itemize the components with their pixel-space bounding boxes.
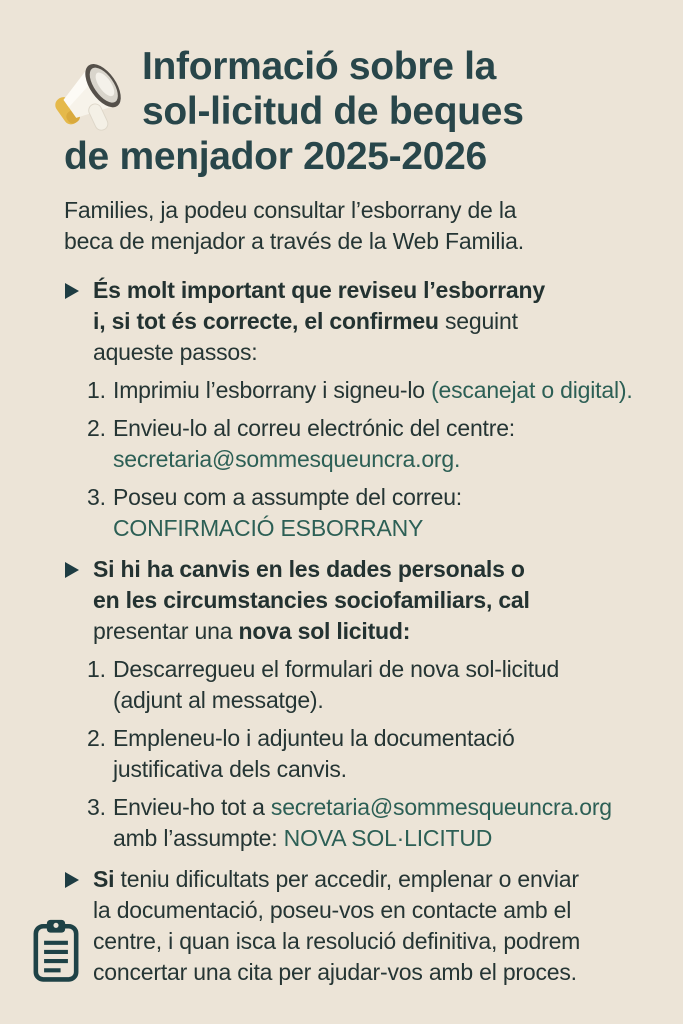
title-line-1: Informació sobre la: [142, 45, 497, 88]
section-help-lead: [93, 864, 580, 988]
title-line-3: de menjador 2025-2026: [64, 135, 487, 178]
text-line: [113, 792, 612, 823]
text-line: [93, 337, 545, 368]
text-line: [93, 616, 530, 647]
step-number: 1.: [87, 377, 106, 403]
text-line: (adjunt al messatge).: [113, 687, 324, 713]
lead-bold: nova sol licitud:: [238, 618, 411, 644]
list-item: [87, 654, 653, 716]
subject-keyword: CONFIRMACIÓ ESBORRANY: [113, 515, 424, 541]
triangle-bullet-icon: [65, 562, 79, 578]
clipboard-icon: [32, 918, 80, 984]
text-line: [113, 375, 633, 406]
page-title: [64, 44, 653, 179]
step-text: [113, 723, 515, 785]
step-accent: (escanejat o digital).: [431, 377, 633, 403]
changes-steps-list: [87, 654, 653, 854]
text-line: [93, 585, 530, 616]
text-line: Poseu com a assumpte del correu:: [113, 484, 462, 510]
step-regular: Imprimiu l’esborrany i signeu-lo: [113, 377, 432, 403]
intro-line-1: Families, ja podeu consultar l’esborrany de la: [64, 197, 517, 223]
megaphone-icon: [48, 44, 140, 140]
email-address: secretaria@sommesqueuncra.org: [270, 794, 612, 820]
text-line: Descarregueu el formulari de nova sol-licitud: [113, 656, 560, 682]
triangle-bullet-icon: [65, 283, 79, 299]
triangle-bullet-icon: [65, 872, 79, 888]
step-text: [113, 654, 559, 716]
text-line: [113, 823, 612, 854]
section-changes: [64, 554, 653, 647]
step-regular: Envieu-ho tot a: [113, 794, 271, 820]
list-item: [87, 375, 653, 406]
step-text: [113, 792, 612, 854]
step-regular: amb l’assumpte:: [113, 825, 284, 851]
text-line: [93, 554, 530, 585]
text-line: [93, 275, 545, 306]
lead-bold: i, si tot és correcte, el confirmeu: [93, 308, 439, 334]
lead-bold: en les circumstancies sociofamiliars, cal: [93, 587, 530, 613]
step-number: 2.: [87, 415, 106, 441]
text-line: concertar una cita per ajudar-vos amb el proces.: [93, 959, 577, 985]
lead-bold: És molt important que reviseu l’esborrany: [93, 277, 545, 303]
email-address: secretaria@sommesqueuncra.org.: [113, 446, 461, 472]
step-number: 2.: [87, 725, 106, 751]
lead-regular: seguint: [438, 308, 518, 334]
text-line: [93, 306, 545, 337]
review-steps-list: [87, 375, 653, 544]
text-line: la documentació, poseu-vos en contacte amb el: [93, 897, 572, 923]
lead-regular: teniu dificultats per accedir, emplenar o enviar: [114, 866, 579, 892]
intro-line-2: beca de menjador a través de la Web Familia.: [64, 228, 524, 254]
text-line: [93, 864, 580, 895]
text-line: Envieu-lo al correu electrónic del centre:: [113, 415, 515, 441]
lead-regular: aqueste passos:: [93, 339, 258, 365]
step-text: [113, 413, 515, 475]
title-line-2: sol-licitud de beques: [142, 90, 524, 133]
lead-bold: Si: [93, 866, 115, 892]
step-number: 1.: [87, 656, 106, 682]
step-number: 3.: [87, 794, 106, 820]
section-review-lead: [93, 275, 545, 368]
step-text: [113, 482, 462, 544]
text-line: justificativa dels canvis.: [113, 756, 347, 782]
list-item: [87, 723, 653, 785]
lead-regular: presentar una: [93, 618, 239, 644]
intro-paragraph: [64, 195, 653, 257]
step-text: [113, 375, 633, 406]
text-line: centre, i quan isca la resolució definitiva, podrem: [93, 928, 581, 954]
subject-keyword: NOVA SOL·LICITUD: [283, 825, 493, 851]
text-line: Empleneu-lo i adjunteu la documentació: [113, 725, 515, 751]
list-item: [87, 413, 653, 475]
step-number: 3.: [87, 484, 106, 510]
section-review: [64, 275, 653, 368]
list-item: [87, 792, 653, 854]
section-help: [64, 864, 653, 988]
list-item: [87, 482, 653, 544]
lead-bold: Si hi ha canvis en les dades personals o: [93, 556, 525, 582]
section-changes-lead: [93, 554, 530, 647]
